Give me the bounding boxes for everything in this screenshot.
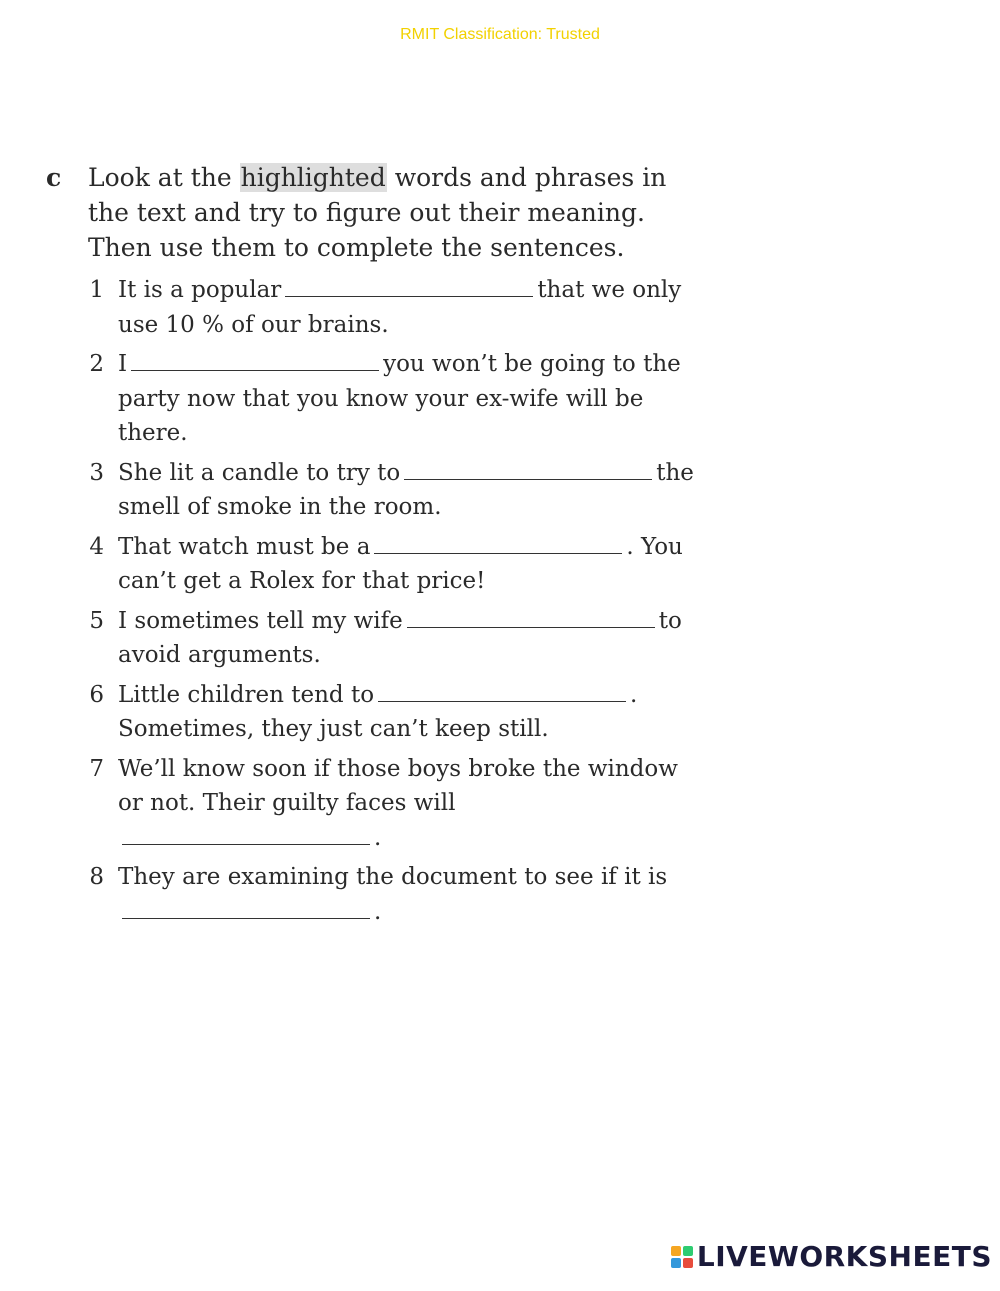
item-text-after: . — [374, 898, 382, 925]
logo-text: LIVEWORKSHEETS — [696, 1240, 992, 1273]
item-text-after: . You can’t get a Rolex for that price! — [118, 533, 683, 594]
exercise-heading — [46, 160, 706, 265]
item-text-after: that we only use 10 % of our brains. — [118, 277, 682, 338]
answer-blank-5[interactable] — [407, 605, 655, 628]
item-text — [118, 860, 706, 929]
item-number: 5 — [89, 607, 104, 634]
answer-blank-1[interactable] — [285, 274, 533, 297]
item-text-before: Little children tend to — [118, 681, 375, 708]
item-text-after: you won’t be going to the party now that you know your ex-wife will be there. — [118, 351, 681, 446]
item-text-before: She lit a candle to try to — [118, 459, 401, 486]
sentence-list — [46, 273, 706, 929]
item-number: 4 — [89, 533, 104, 560]
item-number: 2 — [89, 351, 104, 377]
item-number: 7 — [89, 755, 104, 782]
logo-square-3 — [671, 1258, 681, 1268]
item-number: 6 — [89, 681, 104, 708]
exercise-section — [46, 160, 706, 934]
instruction-text-end: words and phrases in the text and try to figure out their meaning. Then use them to complete the sentences. — [88, 163, 667, 262]
item-text — [118, 273, 706, 342]
item-text-before: It is a popular — [118, 277, 282, 303]
item-text-before: I sometimes tell my wife — [118, 607, 403, 634]
item-text-after: . — [374, 824, 382, 851]
sentence-item — [46, 347, 706, 451]
item-text-before: We’ll know soon if those boys broke the window or not. Their guilty faces will — [118, 755, 678, 816]
logo-square-4 — [683, 1258, 693, 1268]
logo-square-1 — [671, 1246, 681, 1256]
item-text-after: to avoid arguments. — [118, 607, 682, 668]
item-text — [118, 604, 706, 673]
item-text-after: the smell of smoke in the room. — [118, 459, 694, 520]
answer-blank-4[interactable] — [374, 531, 622, 554]
answer-blank-8[interactable] — [122, 896, 370, 919]
exercise-instruction — [88, 160, 706, 265]
item-text — [118, 678, 706, 747]
answer-blank-3[interactable] — [404, 457, 652, 480]
sentence-item — [46, 530, 706, 599]
classification-label: RMIT Classification: Trusted — [400, 26, 600, 43]
item-text-before: That watch must be a — [118, 533, 371, 560]
answer-blank-2[interactable] — [131, 348, 379, 371]
item-number: 3 — [89, 459, 104, 486]
sentence-item — [46, 752, 706, 856]
item-number: 1 — [89, 277, 104, 303]
sentence-item — [46, 860, 706, 929]
item-text — [118, 752, 706, 856]
logo-grid-icon — [671, 1246, 693, 1268]
sentence-item — [46, 678, 706, 747]
item-text — [118, 530, 706, 599]
answer-blank-6[interactable] — [378, 679, 626, 702]
logo-square-2 — [683, 1246, 693, 1256]
sentence-item — [46, 456, 706, 525]
liveworksheets-logo — [671, 1240, 992, 1273]
item-number: 8 — [89, 864, 104, 890]
item-text-before: They are examining the document to see if it is — [118, 864, 668, 890]
item-text-before: I — [118, 351, 128, 377]
answer-blank-7[interactable] — [122, 822, 370, 845]
item-text — [118, 347, 706, 451]
instruction-text-start: Look at the — [88, 163, 240, 192]
sentence-item — [46, 273, 706, 342]
item-text-after: . Sometimes, they just can’t keep still. — [118, 681, 638, 742]
highlighted-word: highlighted — [240, 163, 386, 192]
item-text — [118, 456, 706, 525]
sentence-item — [46, 604, 706, 673]
exercise-letter: c — [46, 163, 62, 192]
